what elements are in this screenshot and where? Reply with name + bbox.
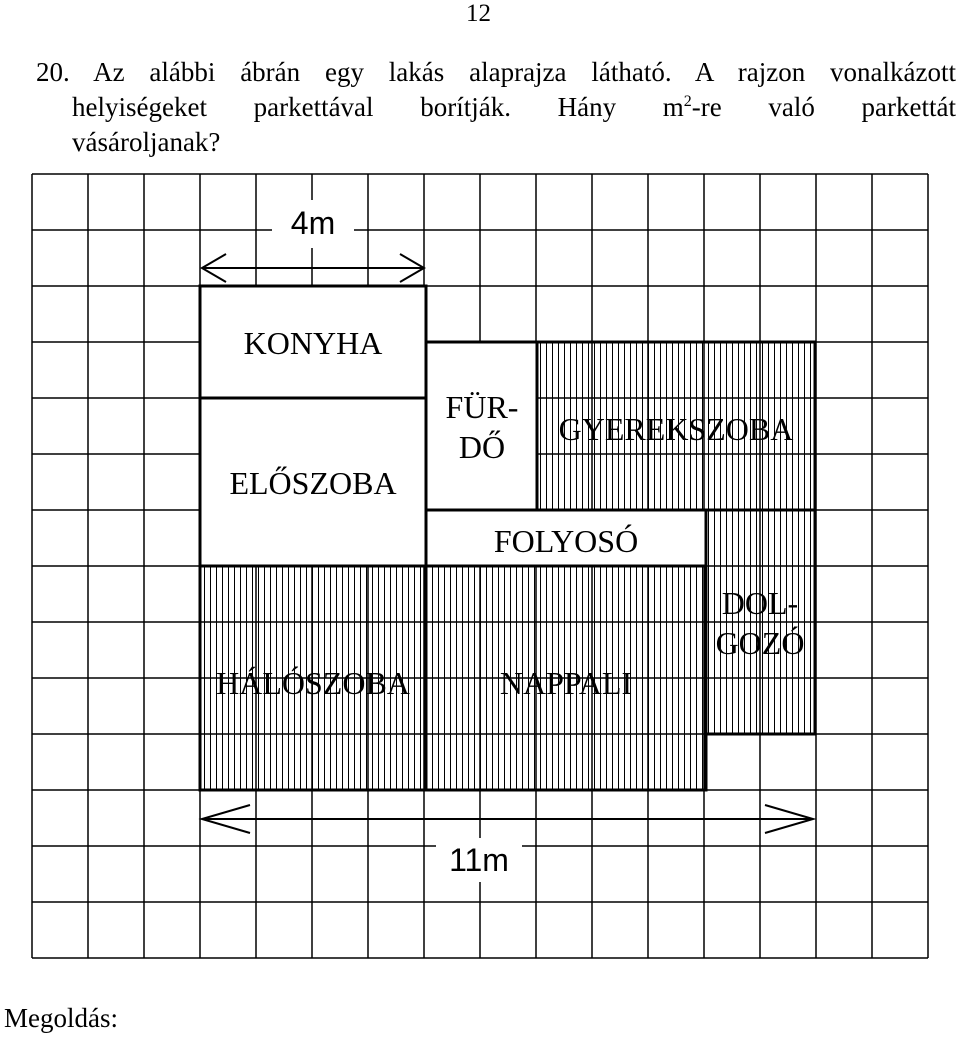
dimension-top-label: 4m: [290, 205, 336, 241]
problem-number: 20.: [36, 57, 70, 87]
haloszoba-label: HÁLÓSZOBA: [216, 665, 410, 701]
eloszoba-label: ELŐSZOBA: [229, 465, 397, 501]
problem-line-1: 20. Az alábbi ábrán egy lakás alaprajza látható. A rajzon vonalkázott: [36, 57, 956, 87]
solution-label: Megoldás:: [4, 1003, 118, 1033]
furdo-label-2: DŐ: [458, 429, 506, 465]
page-number: 12: [466, 0, 491, 27]
problem-line-3: vásároljanak?: [72, 127, 221, 157]
dolgozo-label-1: DOL-: [721, 585, 799, 621]
konyha-label: KONYHA: [243, 325, 383, 361]
folyoso-label: FOLYOSÓ: [493, 523, 639, 559]
furdo-label-1: FÜR-: [445, 389, 519, 425]
nappali-label: NAPPALI: [499, 665, 633, 701]
superscript: 2: [683, 93, 692, 110]
dolgozo-room: [706, 510, 815, 734]
dolgozo-label-2: GOZÓ: [715, 625, 805, 661]
gyerekszoba-label: GYEREKSZOBA: [558, 411, 794, 447]
furdo-room: [426, 342, 537, 510]
dimension-bottom-label: 11m: [449, 842, 509, 878]
problem-line-2: helyiségeket parkettával borítják. Hány $m^2-re$ való parkettát: [72, 92, 956, 122]
